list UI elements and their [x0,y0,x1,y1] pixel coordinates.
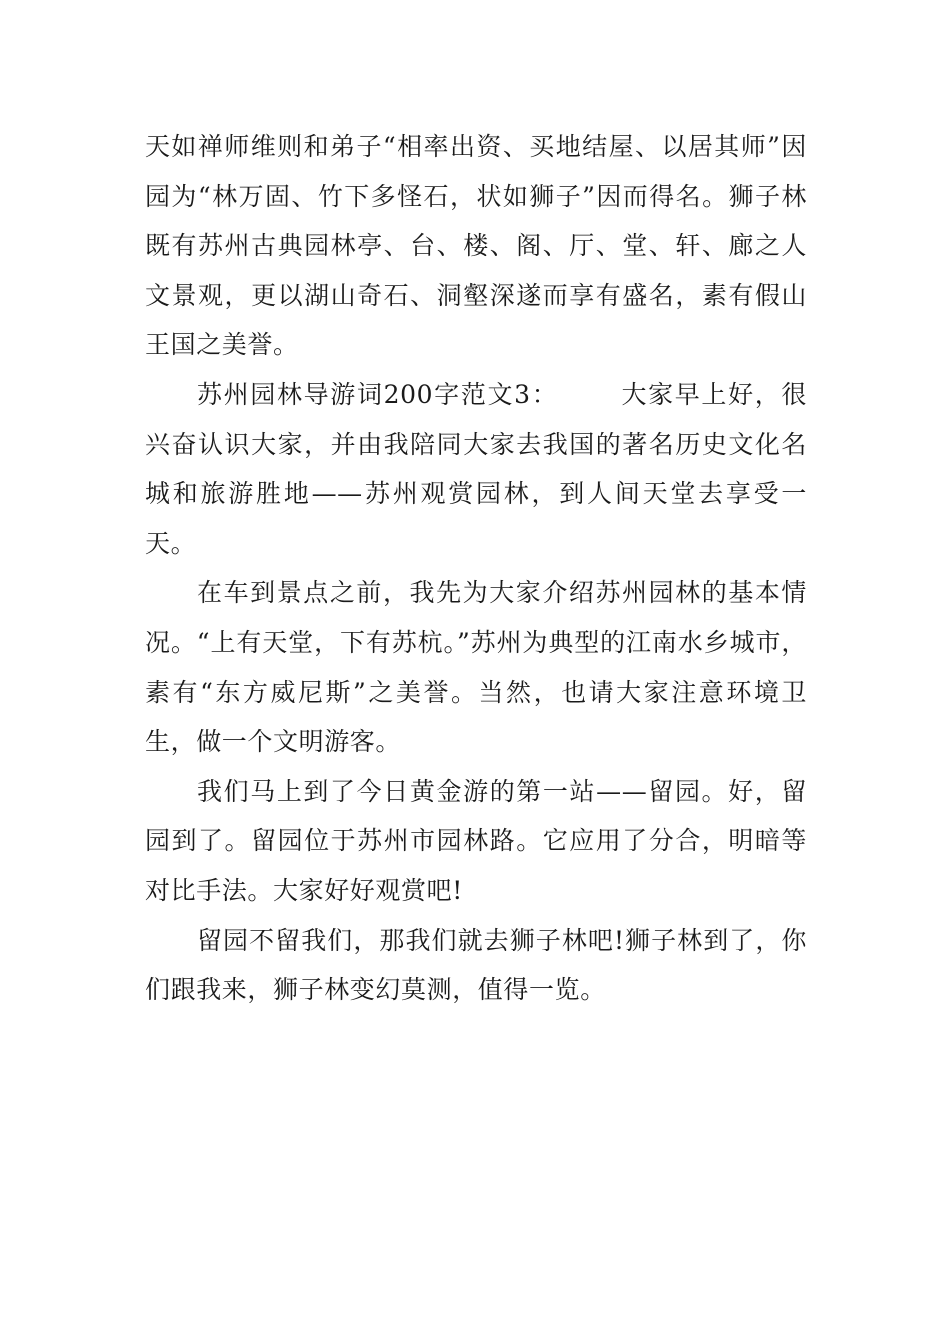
paragraph-3: 在车到景点之前，我先为大家介绍苏州园林的基本情况。“上有天堂，下有苏杭。”苏州为典型的江南水乡城市，素有“东方威尼斯”之美誉。当然，也请大家注意环境卫生，做一个文明游客。 [145,578,807,757]
paragraph-4: 我们马上到了今日黄金游的第一站——留园。好，留园到了。留园位于苏州市园林路。它应用了分合，明暗等对比手法。大家好好观赏吧! [145,776,807,905]
paragraph-5: 留园不留我们，那我们就去狮子林吧!狮子林到了，你们跟我来，狮子林变幻莫测，值得一览。 [145,925,807,1005]
section-heading: 苏州园林导游词200字范文3： [197,379,559,409]
paragraph-1: 天如禅师维则和弟子“相率出资、买地结屋、以居其师”因园为“林万固、竹下多怪石，状如狮子”因而得名。狮子林既有苏州古典园林亭、台、楼、阁、厅、堂、轩、廊之人文景观，更以湖山奇石、洞壑深遂而享有盛名，素有假山王国之美誉。 [145,132,807,360]
document-body [145,122,807,1015]
paragraph-2 [145,370,807,568]
paragraph-2-text: 大家早上好，很兴奋认识大家，并由我陪同大家去我国的著名历史文化名城和旅游胜地——苏州观赏园林，到人间天堂去享受一天。 [145,379,808,558]
